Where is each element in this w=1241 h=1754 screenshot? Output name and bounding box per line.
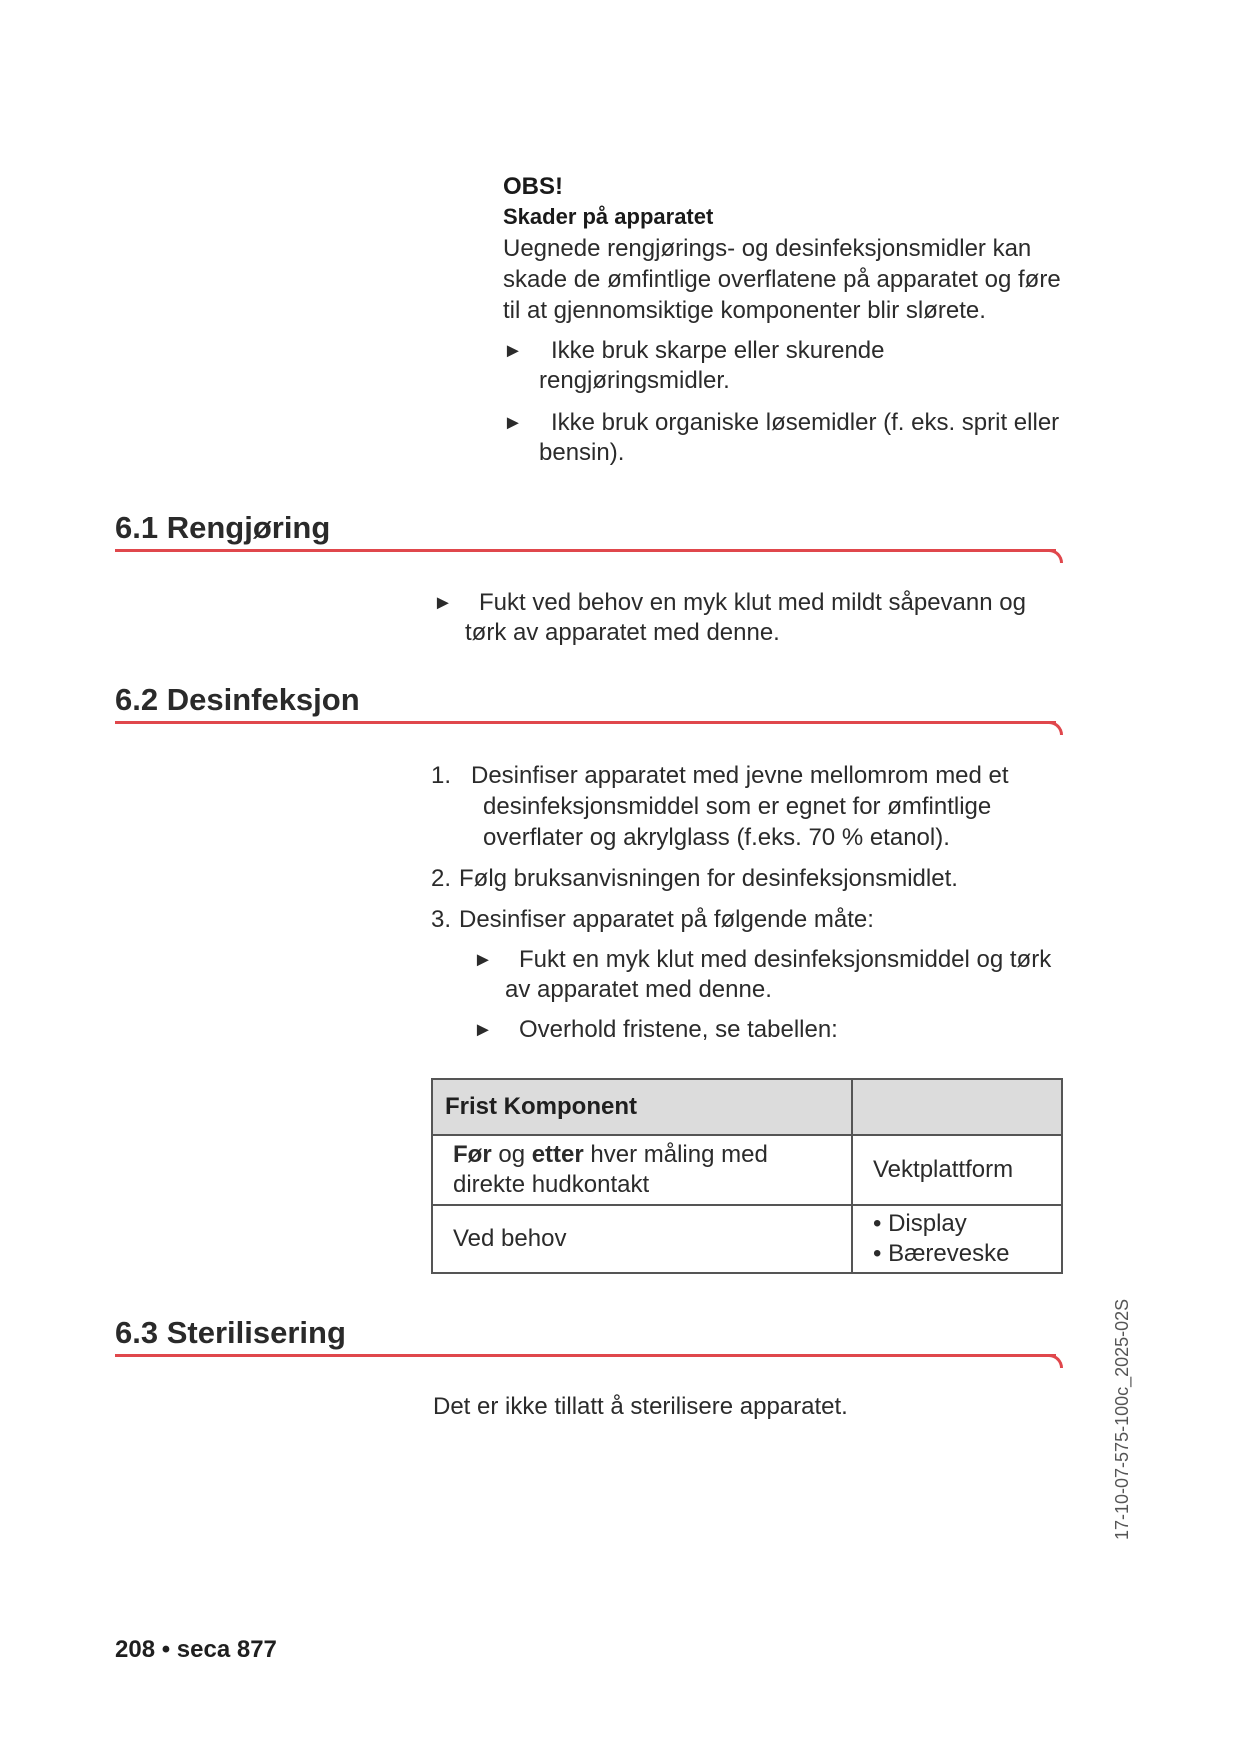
component-list xyxy=(873,1209,1045,1269)
arrow-icon: ► xyxy=(433,592,453,614)
notice-bullet: ► Ikke bruk organiske løsemidler (f. eks. sprit eller bensin). xyxy=(503,409,1060,466)
step-sub-bullet: ► Overhold fristene, se tabellen: xyxy=(473,1016,838,1043)
table-cell: Vektplattform xyxy=(852,1135,1062,1205)
table-header-cell xyxy=(852,1079,1062,1135)
sterilisation-text: Det er ikke tillatt å sterilisere apparatet. xyxy=(433,1393,848,1420)
heading-6-1: 6.1 Rengjøring xyxy=(115,510,331,545)
heading-rule xyxy=(115,721,1056,724)
notice-body: Uegnede rengjørings- og desinfeksjonsmidler kan skade de ømfintlige overflatene på apparatet og føre til at gjennomsiktige komponenter blir slørete. xyxy=(503,235,1061,324)
arrow-icon: ► xyxy=(473,949,493,971)
heading-rule xyxy=(115,1354,1056,1357)
heading-rule-end xyxy=(1049,549,1063,563)
table-header-cell: Frist Komponent xyxy=(432,1079,852,1135)
disinfection-steps xyxy=(431,760,1071,1045)
page-footer: 208 • seca 877 xyxy=(115,1636,277,1663)
table-row xyxy=(432,1135,1062,1205)
list-item: • Bæreveske xyxy=(873,1239,1045,1269)
cleaning-bullet: ► Fukt ved behov en myk klut med mildt såpevann og tørk av apparatet med denne. xyxy=(433,589,1026,646)
step-item: 3. Desinfiser apparatet på følgende måte: xyxy=(431,906,874,933)
table-header-row xyxy=(432,1079,1062,1135)
disinfection-table xyxy=(431,1078,1063,1274)
document-code: 17-10-07-575-100c_2025-02S xyxy=(1112,1298,1132,1540)
table-cell: Før og etter hver måling med direkte hudkontakt xyxy=(432,1135,852,1205)
arrow-icon: ► xyxy=(503,412,523,434)
notice-title: OBS! xyxy=(503,173,563,200)
step-item: 1. Desinfiser apparatet med jevne mellomrom med et desinfeksjonsmiddel som er egnet for ømfintlige overflater og akrylglass (f.eks. 70 % etanol). xyxy=(431,762,1009,851)
list-item: • Display xyxy=(873,1209,1045,1239)
heading-6-3: 6.3 Sterilisering xyxy=(115,1315,346,1350)
heading-6-2: 6.2 Desinfeksjon xyxy=(115,682,360,717)
notice-bullet: ► Ikke bruk skarpe eller skurende rengjøringsmidler. xyxy=(503,337,885,394)
heading-rule-end xyxy=(1049,721,1063,735)
step-item: 2. Følg bruksanvisningen for desinfeksjonsmidlet. xyxy=(431,865,958,892)
notice-subtitle: Skader på apparatet xyxy=(503,204,714,229)
heading-rule-end xyxy=(1049,1354,1063,1368)
table-cell: Ved behov xyxy=(432,1205,852,1273)
heading-rule xyxy=(115,549,1056,552)
arrow-icon: ► xyxy=(503,340,523,362)
notice-block xyxy=(503,172,1063,468)
table-row xyxy=(432,1205,1062,1273)
table-cell xyxy=(852,1205,1062,1273)
arrow-icon: ► xyxy=(473,1019,493,1041)
step-sub-bullet: ► Fukt en myk klut med desinfeksjonsmiddel og tørk av apparatet med denne. xyxy=(473,946,1052,1003)
